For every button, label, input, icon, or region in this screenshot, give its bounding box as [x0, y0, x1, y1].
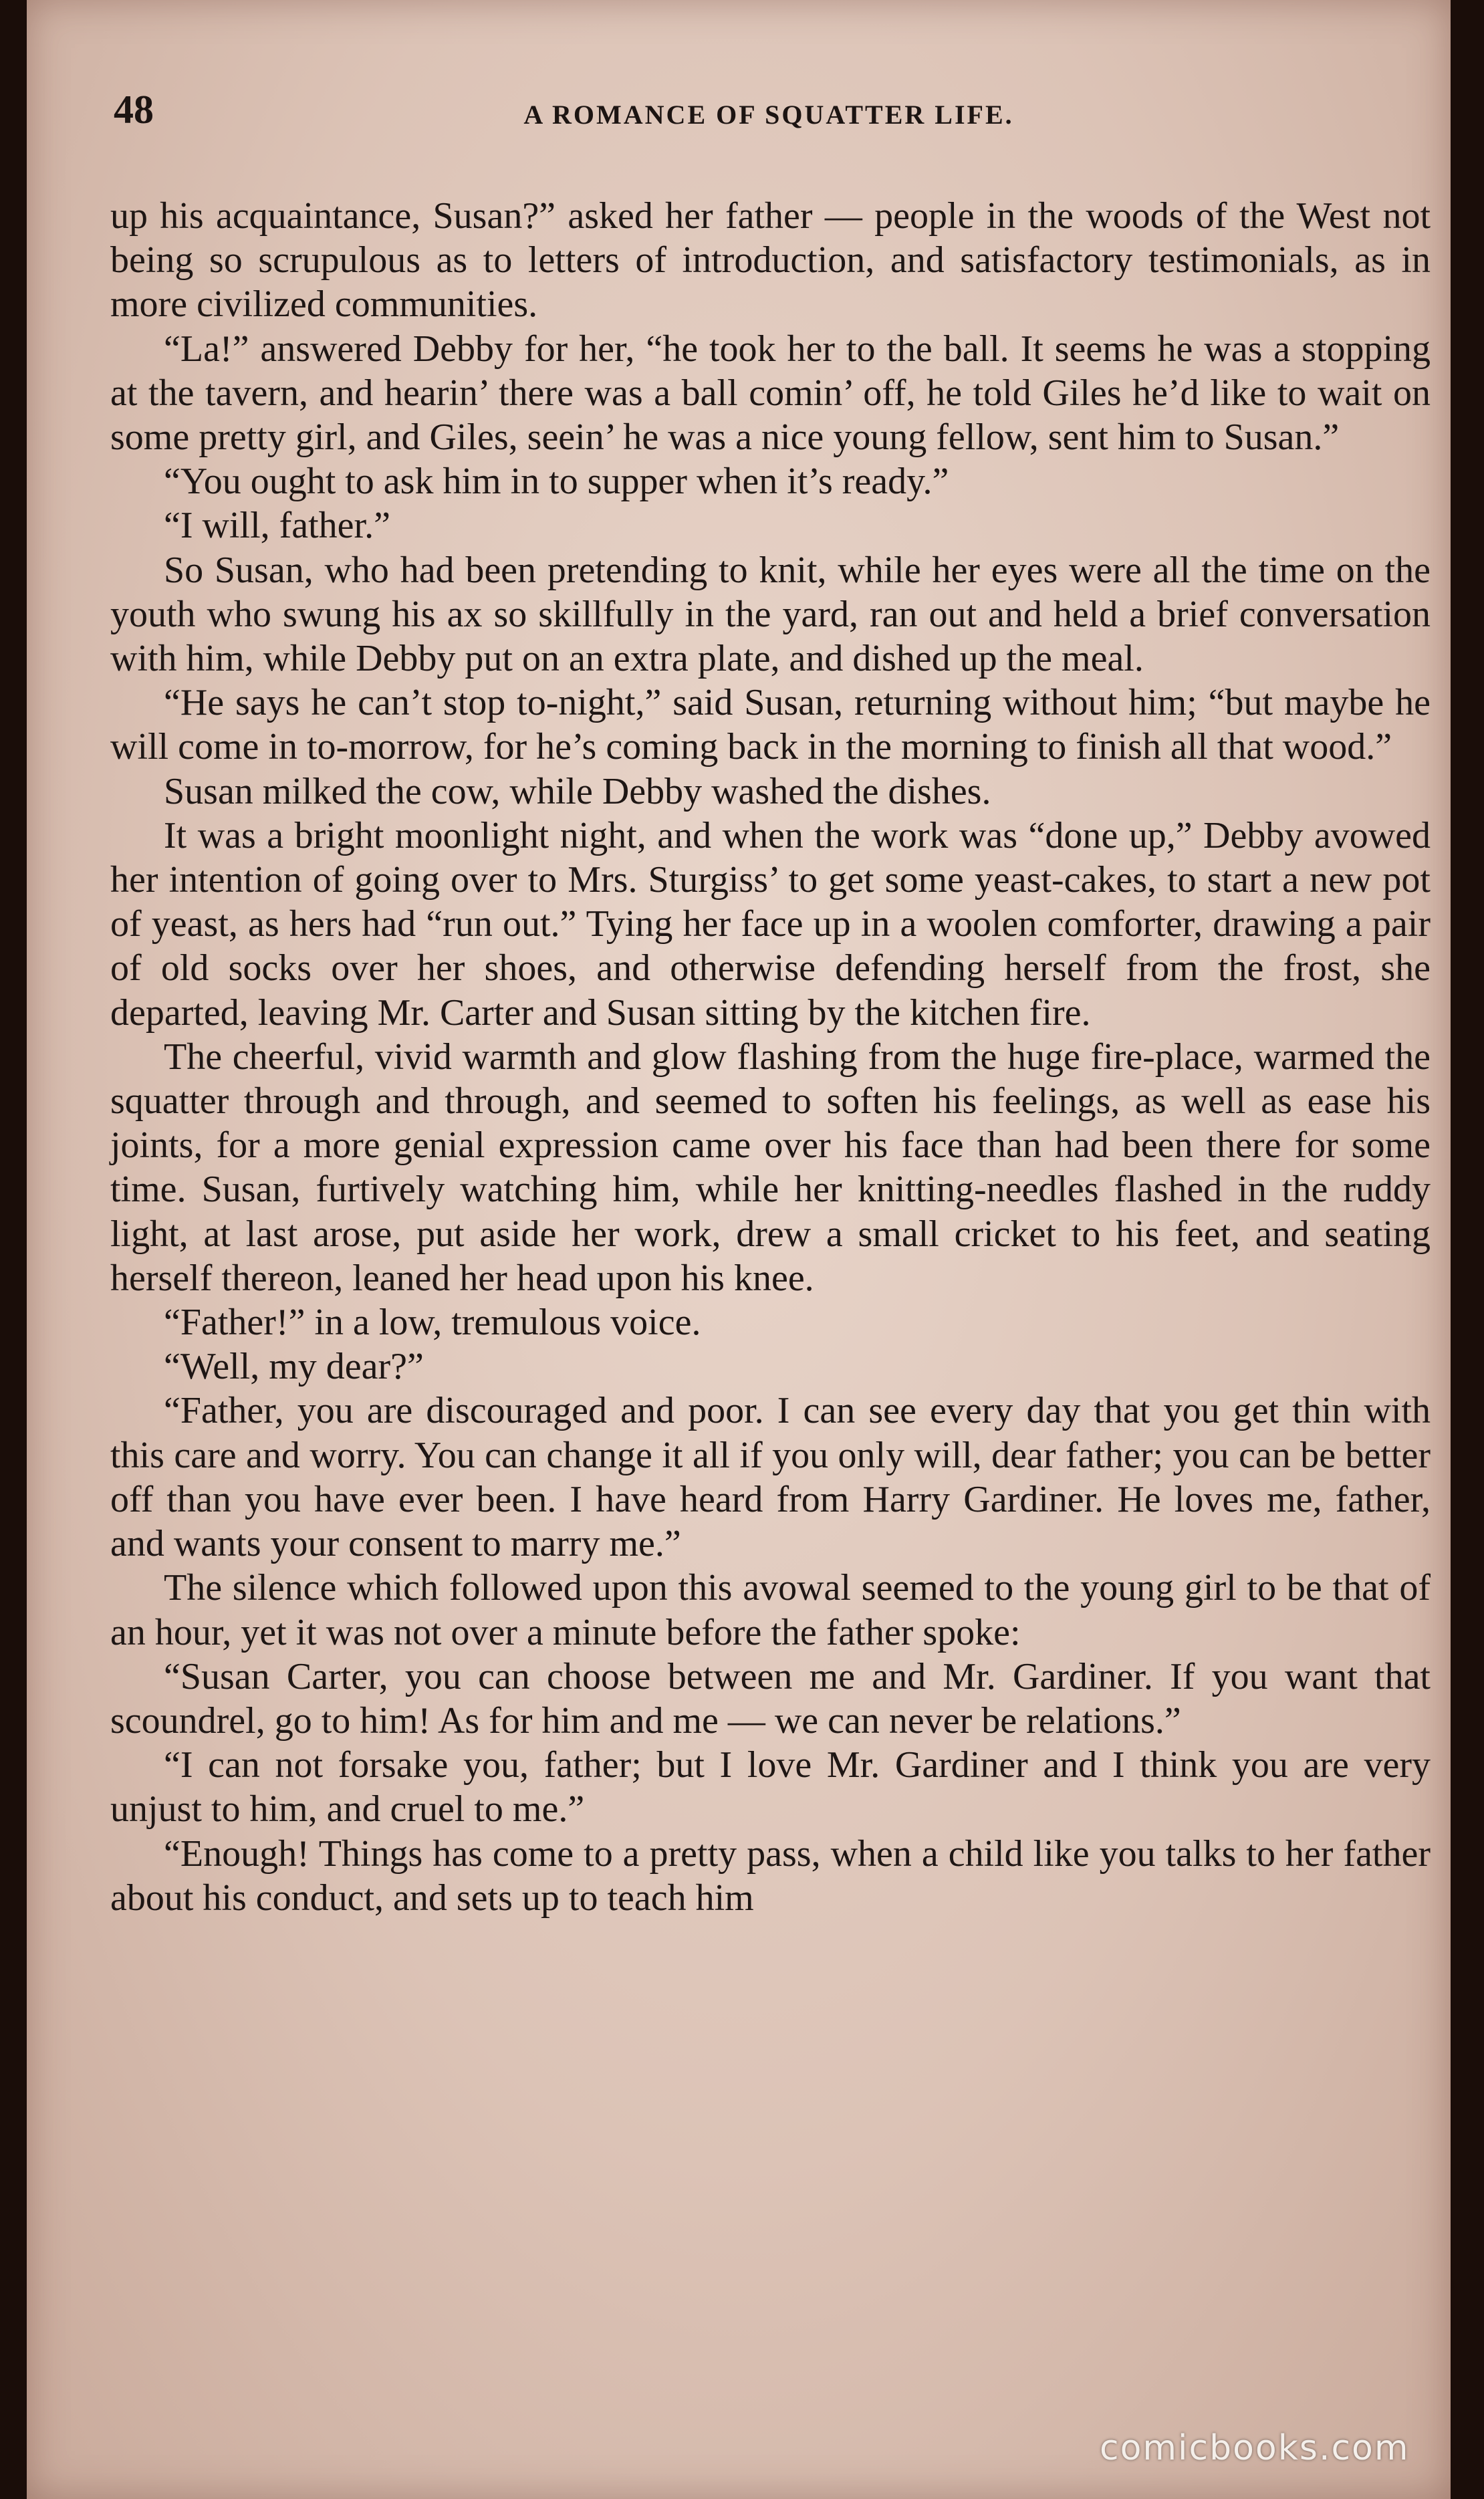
paragraph: So Susan, who had been pretending to knit, while her eyes were all the time on the youth who swung his ax so skillfully in the yard, ran out and held a brief conversation with him, while Debby put on an extra plate, and dished up the meal.: [110, 549, 1431, 680]
paragraph: “La!” answered Debby for her, “he took her to the ball. It seems he was a stopping at the tavern, and hearin’ there was a ball comin’ off, he told Giles he’d like to wait on some pretty girl, and Giles, seein’ he was a nice young fellow, sent him to Susan.”: [110, 328, 1431, 459]
paragraph: “Well, my dear?”: [164, 1346, 424, 1388]
paragraph: It was a bright moonlight night, and when the work was “done up,” Debby avowed her intention of going over to Mrs. Sturgiss’ to get some yeast-cakes, to start a new pot of yeast, as hers had “run out.” Tying her face up in a woolen comforter, drawing a pair of old socks over her shoes, and otherwise defending herself from the frost, she departed, leaving Mr. Carter and Susan sitting by the kitchen fire.: [110, 814, 1431, 1034]
paragraph: “Father, you are discouraged and poor. I can see every day that you get thin with this care and worry. You can change it all if you only will, dear father; you can be better off than you have ever been. I have heard from Harry Gardiner. He loves me, father, and wants your consent to marry me.”: [110, 1390, 1431, 1565]
paragraph: “He says he can’t stop to-night,” said Susan, returning without him; “but maybe he will come in to-morrow, for he’s coming back in the morning to finish all that wood.”: [110, 682, 1431, 768]
paragraph: up his acquaintance, Susan?” asked her father — people in the woods of the West not being so scrupulous as to letters of introduction, and satisfactory testimonials, as in more civilized communities.: [110, 195, 1431, 326]
paragraph: The cheerful, vivid warmth and glow flashing from the huge fire-place, warmed the squatter through and through, and seemed to soften his feelings, as well as ease his joints, for a more genial expression came over his face than had been there for some time. Susan, furtively watching him, while her knitting-needles flashed in the ruddy light, at last arose, put aside her work, drew a small cricket to his feet, and seating herself thereon, leaned her head upon his knee.: [110, 1036, 1431, 1299]
page-number: 48: [114, 88, 154, 132]
paragraph: Susan milked the cow, while Debby washed the dishes.: [164, 770, 991, 812]
body-text: [110, 194, 1431, 1920]
paragraph: The silence which followed upon this avowal seemed to the young girl to be that of an hour, yet it was not over a minute before the father spoke:: [110, 1567, 1431, 1653]
book-page: [27, 0, 1451, 2499]
running-head: [114, 87, 1424, 140]
paragraph: “Enough! Things has come to a pretty pass, when a child like you talks to her father about his conduct, and sets up to teach him: [110, 1832, 1431, 1919]
running-title: A ROMANCE OF SQUATTER LIFE.: [523, 100, 1014, 130]
paragraph: “Susan Carter, you can choose between me and Mr. Gardiner. If you want that scoundrel, go to him! As for him and me — we can never be relations.”: [110, 1655, 1431, 1742]
watermark: comicbooks.com: [1100, 2428, 1410, 2468]
paragraph: “You ought to ask him in to supper when it’s ready.”: [164, 461, 949, 503]
paragraph: “Father!” in a low, tremulous voice.: [164, 1302, 701, 1344]
paragraph: “I will, father.”: [164, 505, 390, 547]
paragraph: “I can not forsake you, father; but I love Mr. Gardiner and I think you are very unjust to him, and cruel to me.”: [110, 1744, 1431, 1830]
